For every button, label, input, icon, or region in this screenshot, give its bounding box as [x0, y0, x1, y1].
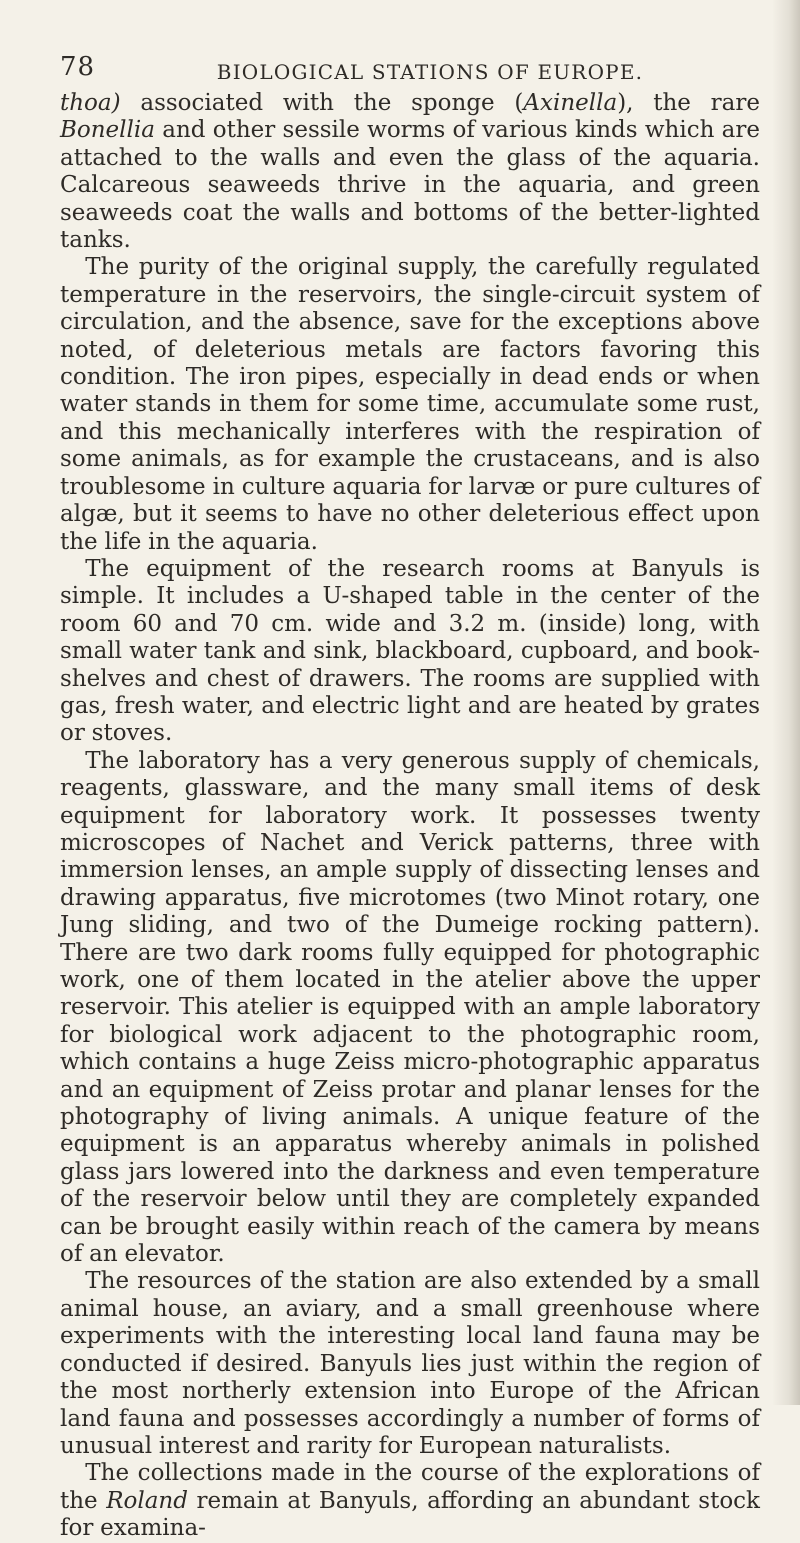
- text-run: The laboratory has a very generous supply of chemicals, reagents, glassware, and the many small items of desk equipment for laboratory work. It possesses twenty microscopes of Nachet and Verick patterns, three with immersion lenses, an ample supply of dissecting lenses and drawing apparatus, five microtomes (two Minot rotary, one Jung sliding, and two of the Dumeige rocking pattern). There are two dark rooms fully equipped for photographic work, one of them located in the atelier above the upper reservoir. This atelier is equipped with an ample laboratory for biological work adjacent to the photographic room, which contains a huge Zeiss micro-photographic apparatus and an equipment of Zeiss protar and planar lenses for the photography of living animals. A unique feature of the equipment is an apparatus whereby animals in polished glass jars lowered into the darkness and even temperature of the reservoir below until they are completely expanded can be brought easily within reach of the camera by means of an elevator.: [60, 747, 760, 1268]
- paragraph: [60, 1268, 760, 1460]
- paragraph: [60, 254, 760, 555]
- text-run: The purity of the original supply, the carefully regulated temperature in the reservoirs, the single-circuit system of circulation, and the absence, save for the exceptions above noted, of deleterious metals are factors favoring this condition. The iron pipes, especially in dead ends or when water stands in them for some time, accumulate some rust, and this mechanically interferes with the respiration of some animals, as for example the crustaceans, and is also troublesome in culture aquaria for larvæ or pure cultures of algæ, but it seems to have no other deleterious effect upon the life in the aquaria.: [60, 254, 760, 555]
- text-run: remain at Banyuls, affording an abundant stock for examina-: [60, 1487, 760, 1542]
- paragraph: [60, 90, 760, 254]
- page-number: 78: [60, 52, 96, 82]
- text-run: The collections made in the course of the explorations of the: [60, 1460, 760, 1514]
- text-run: The resources of the station are also extended by a small animal house, an aviary, and a small greenhouse where experiments with the interesting local land fauna may be conducted if desired. Banyuls lies just within the region of the most northerly extension into Europe of the African land fauna and possesses accordingly a number of forms of unusual interest and rarity for European naturalists.: [60, 1268, 760, 1459]
- text-run: associated with the sponge (: [120, 90, 524, 116]
- italic-term: Bonellia: [60, 117, 155, 144]
- italic-term: Axinella: [523, 90, 618, 116]
- italic-term: thoa): [60, 90, 121, 116]
- text-run: ), the rare: [617, 90, 760, 116]
- page-header: [60, 52, 760, 84]
- text-run: The equipment of the research rooms at Banyuls is simple. It includes a U-shaped table in the center of the room 60 and 70 cm. wide and 3.2 m. (inside) long, with small water tank and sink, blackboard, cupboard, and book-shelves and chest of drawers. The rooms are supplied with gas, fresh water, and electric light and are heated by grates or stoves.: [60, 555, 760, 747]
- running-head: BIOLOGICAL STATIONS OF EUROPE.: [216, 60, 644, 84]
- body-text: [60, 90, 760, 1543]
- italic-term: Roland: [106, 1487, 188, 1514]
- paragraph: [60, 748, 760, 1269]
- page-edge-shadow: [772, 0, 800, 1405]
- text-run: and other sessile worms of various kinds which are attached to the walls and even the glass of the aquaria. Calcareous seaweeds thrive in the aquaria, and green seaweeds coat the walls and bottoms of the better-lighted tanks.: [60, 117, 760, 254]
- paragraph: [60, 1460, 760, 1542]
- paragraph: [60, 556, 760, 748]
